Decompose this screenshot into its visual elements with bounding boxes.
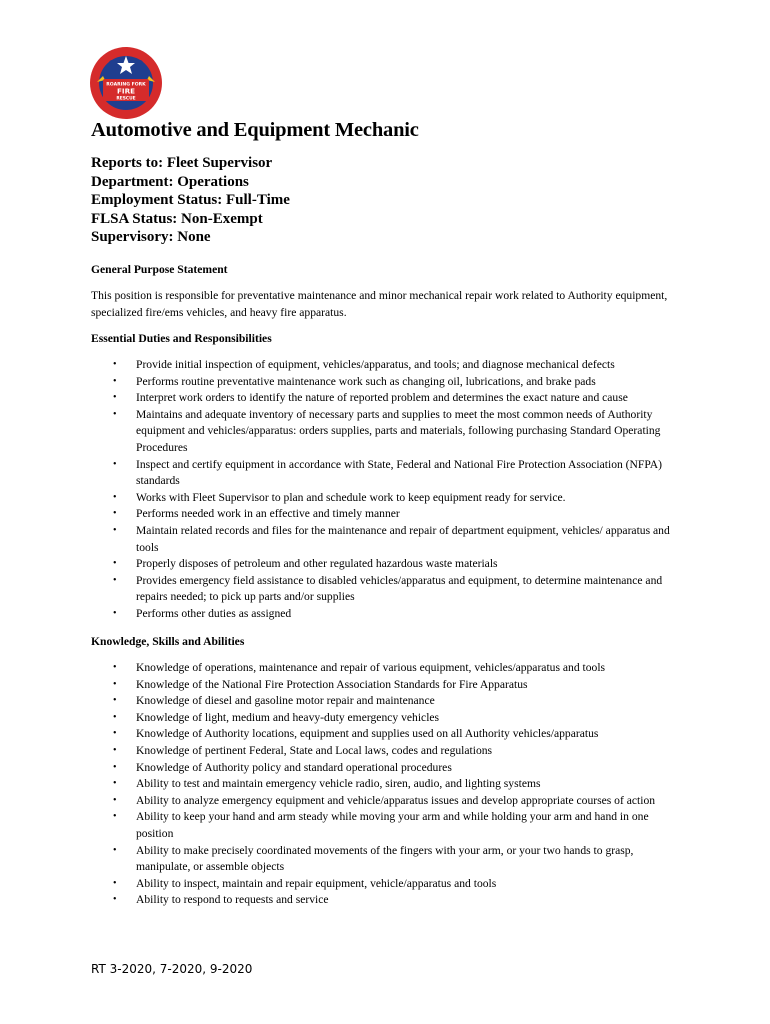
bullet-icon: • [113, 894, 117, 906]
list-item-text: Maintain related records and files for the maintenance and repair of department equipment, vehicles/ apparatus and tools [136, 523, 670, 554]
list-item [91, 726, 681, 743]
list-item [91, 573, 681, 606]
list-item [91, 357, 681, 374]
bullet-icon: • [113, 844, 117, 856]
bullet-icon: • [113, 794, 117, 806]
logo-text-line-2: FIRE [116, 86, 136, 96]
list-item-text: Properly disposes of petroleum and other regulated hazardous waste materials [136, 557, 498, 571]
list-item-text: Ability to test and maintain emergency vehicle radio, siren, audio, and lighting systems [136, 777, 541, 791]
meta-flsa-status: FLSA Status: Non-Exempt [91, 210, 263, 227]
general-purpose-text: This position is responsible for preventative maintenance and minor mechanical repair work related to Authority equipment, specialized fire/ems vehicles, and heavy fire apparatus. [91, 289, 668, 319]
ksa-list [91, 660, 681, 909]
bullet-icon: • [113, 778, 117, 790]
job-meta-list [91, 154, 290, 247]
list-item-text: Maintains and adequate inventory of necessary parts and supplies to meet the most common needs of Authority equipment and vehicles/apparatus: orders supplies, parts and materials, following purchasing Standard Operating Procedures [136, 407, 661, 454]
list-item-text: Knowledge of pertinent Federal, State and Local laws, codes and regulations [136, 743, 493, 757]
bullet-icon: • [113, 574, 117, 586]
list-item-text: Provides emergency field assistance to disabled vehicles/apparatus and equipment, to determine maintenance and repairs needed; to pick up parts and/or supplies [136, 573, 663, 604]
list-item [91, 606, 681, 623]
list-item-text: Ability to make precisely coordinated movements of the fingers with your arm, or your two hands to grasp, manipulate, or assemble objects [136, 843, 634, 874]
meta-department: Department: Operations [91, 173, 249, 190]
list-item [91, 390, 681, 407]
list-item-text: Knowledge of Authority locations, equipment and supplies used on all Authority vehicles/apparatus [136, 727, 599, 741]
page-title: Automotive and Equipment Mechanic [91, 119, 419, 141]
meta-supervisory: Supervisory: None [91, 229, 211, 245]
bullet-icon: • [113, 728, 117, 740]
list-item [91, 710, 681, 727]
list-item [91, 876, 681, 893]
meta-reports-to: Reports to: Fleet Supervisor [91, 155, 273, 171]
bullet-icon: • [113, 524, 117, 536]
list-item-text: Ability to inspect, maintain and repair equipment, vehicle/apparatus and tools [136, 876, 497, 890]
logo-text-line-3: RESCUE [116, 96, 136, 102]
general-purpose-heading: General Purpose Statement [91, 263, 228, 276]
list-item [91, 776, 681, 793]
bullet-icon: • [113, 375, 117, 387]
list-item [91, 793, 681, 810]
list-item-text: Knowledge of diesel and gasoline motor repair and maintenance [136, 694, 435, 708]
list-item-text: Ability to analyze emergency equipment and vehicle/apparatus issues and develop appropriate courses of action [136, 793, 656, 807]
bullet-icon: • [113, 662, 117, 673]
list-item-text: Works with Fleet Supervisor to plan and schedule work to keep equipment ready for service. [136, 490, 566, 504]
bullet-icon: • [113, 695, 117, 707]
revision-footer: RT 3-2020, 7-2020, 9-2020 [91, 962, 253, 976]
bullet-icon: • [113, 558, 117, 570]
list-item-text: Performs other duties as assigned [136, 606, 292, 620]
list-item [91, 490, 681, 507]
logo-text-line-1: ROARING FORK [106, 82, 146, 88]
bullet-icon: • [113, 458, 117, 470]
bullet-icon: • [113, 408, 117, 420]
list-item [91, 506, 681, 523]
bullet-icon: • [113, 761, 117, 773]
bullet-icon: • [113, 811, 117, 823]
bullet-icon: • [113, 392, 117, 404]
list-item [91, 660, 681, 677]
bullet-icon: • [113, 607, 117, 619]
duties-heading: Essential Duties and Responsibilities [91, 332, 272, 345]
list-item-text: Knowledge of the National Fire Protection Association Standards for Fire Apparatus [136, 677, 528, 691]
bullet-icon: • [113, 508, 117, 520]
bullet-icon: • [113, 877, 117, 889]
list-item-text: Provide initial inspection of equipment, vehicles/apparatus, and tools; and diagnose mechanical defects [136, 358, 615, 371]
bullet-icon: • [113, 744, 117, 756]
bullet-icon: • [113, 678, 117, 690]
list-item-text: Ability to respond to requests and service [136, 893, 329, 907]
duties-list [91, 357, 681, 623]
list-item [91, 556, 681, 573]
list-item-text: Knowledge of operations, maintenance and repair of various equipment, vehicles/apparatus and tools [136, 661, 606, 674]
list-item-text: Inspect and certify equipment in accordance with State, Federal and National Fire Protection Association (NFPA) standards [136, 457, 662, 488]
list-item [91, 693, 681, 710]
list-item [91, 743, 681, 760]
list-item-text: Knowledge of light, medium and heavy-duty emergency vehicles [136, 710, 440, 724]
list-item [91, 760, 681, 777]
list-item [91, 809, 681, 842]
fire-rescue-logo [89, 46, 163, 120]
list-item-text: Knowledge of Authority policy and standard operational procedures [136, 760, 452, 774]
list-item-text: Ability to keep your hand and arm steady while moving your arm and while holding your arm and hand in one position [136, 810, 649, 840]
bullet-icon: • [113, 711, 117, 723]
list-item-text: Interpret work orders to identify the nature of reported problem and determines the exact nature and cause [136, 391, 628, 405]
list-item [91, 843, 681, 876]
list-item [91, 892, 681, 909]
list-item [91, 523, 681, 556]
list-item [91, 457, 681, 490]
bullet-icon: • [113, 491, 117, 503]
list-item [91, 374, 681, 391]
list-item-text: Performs routine preventative maintenance work such as changing oil, lubrications, and brake pads [136, 374, 596, 388]
meta-employment-status: Employment Status: Full-Time [91, 192, 290, 208]
list-item [91, 407, 681, 457]
ksa-heading: Knowledge, Skills and Abilities [91, 635, 245, 648]
list-item [91, 677, 681, 694]
list-item-text: Performs needed work in an effective and timely manner [136, 507, 400, 521]
bullet-icon: • [113, 359, 117, 370]
